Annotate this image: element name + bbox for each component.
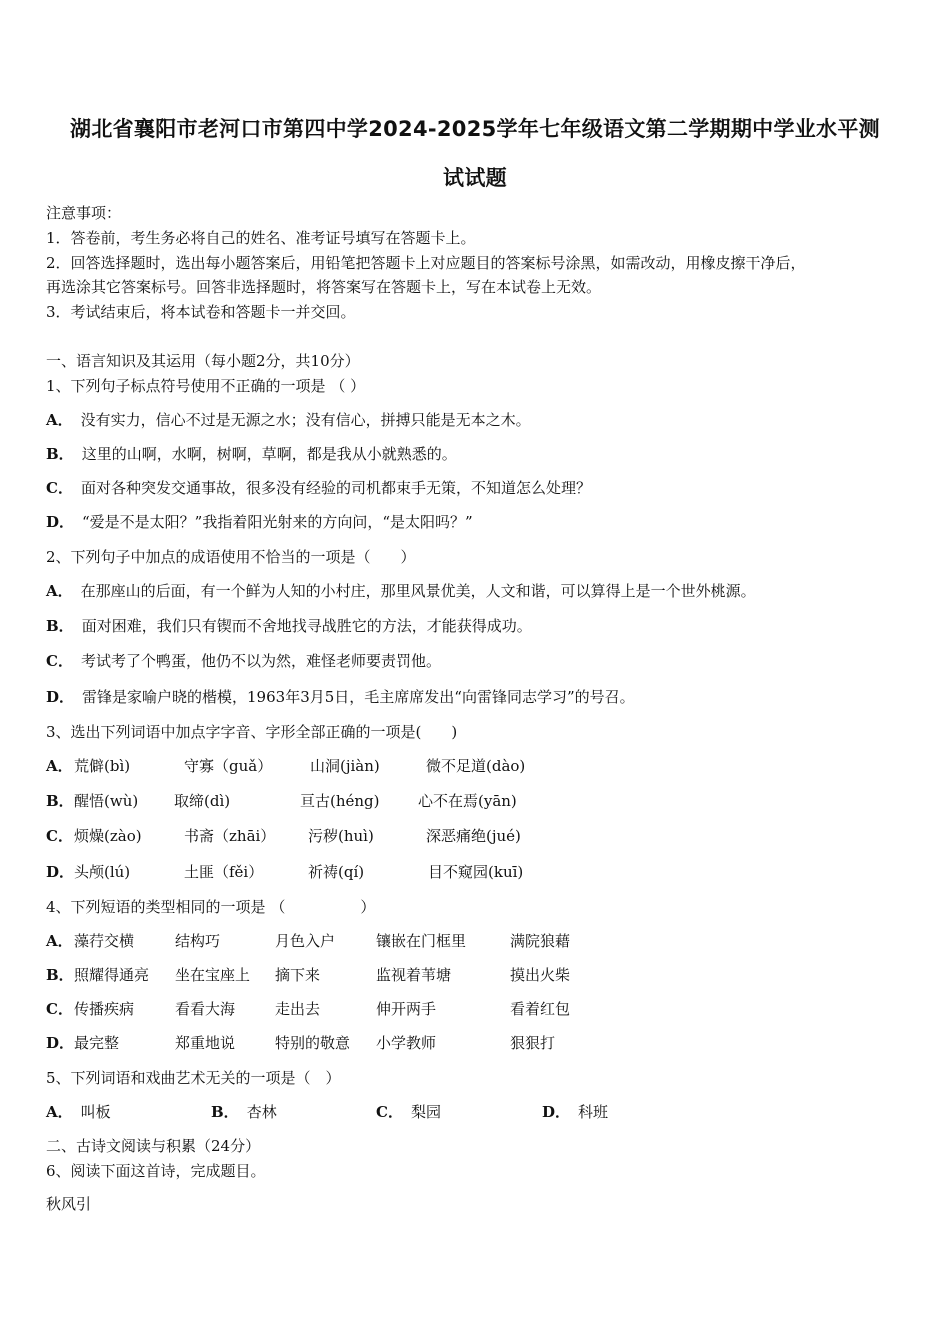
phrase: 狠狠打	[510, 1034, 556, 1052]
option-label: C．	[46, 652, 73, 670]
q2-stem: 2、下列句子中加点的成语使用不恰当的一项是（ ）	[46, 548, 416, 566]
option-label: C．	[376, 1103, 403, 1121]
q1-option-b	[46, 444, 457, 464]
option-text: 面对困难，我们只有锲而不舍地找寻战胜它的方法，才能获得成功。	[81, 617, 532, 635]
section-2-heading: 二、古诗文阅读与积累（24分）	[46, 1137, 261, 1155]
option-text: 叫板	[80, 1103, 111, 1121]
word: 荒僻(bì)	[74, 757, 131, 775]
option-label: A．	[46, 411, 73, 429]
option-label: A．	[46, 757, 73, 775]
q2-option-c	[46, 651, 441, 671]
word: 头颅(lú)	[74, 863, 131, 881]
word: 山洞(jiàn)	[310, 757, 380, 775]
option-text: 杏林	[246, 1103, 277, 1121]
option-label: C．	[46, 1000, 73, 1018]
phrase: 走出去	[275, 1000, 321, 1018]
phrase: 特别的敬意	[275, 1034, 351, 1052]
phrase: 藻荇交横	[74, 932, 135, 950]
q3-row-c	[46, 826, 926, 846]
phrase: 最完整	[74, 1034, 120, 1052]
q5-stem: 5、下列词语和戏曲艺术无关的一项是（ ）	[46, 1069, 341, 1087]
option-text: 科班	[578, 1103, 609, 1121]
phrase: 结构巧	[175, 932, 221, 950]
phrase: 镶嵌在门框里	[376, 932, 467, 950]
q3-row-d	[46, 862, 926, 882]
q5-option-c	[376, 1102, 441, 1122]
phrase: 小学教师	[376, 1034, 437, 1052]
word: 书斋（zhāi）	[184, 827, 276, 845]
word: 目不窥园(kuī)	[428, 863, 524, 881]
option-label: A．	[46, 932, 73, 950]
option-label: B．	[46, 792, 74, 810]
option-label: B．	[46, 445, 74, 463]
phrase: 摸出火柴	[510, 966, 571, 984]
option-text: “爱是不是太阳？”我指着阳光射来的方向问，“是太阳吗？”	[82, 513, 473, 531]
q4-row-c	[46, 999, 926, 1019]
option-label: A．	[46, 582, 73, 600]
option-label: C．	[46, 827, 73, 845]
option-text: 面对各种突发交通事故，很多没有经验的司机都束手无策，不知道怎么处理？	[80, 479, 591, 497]
option-label: D．	[46, 863, 75, 881]
phrase: 传播疾病	[74, 1000, 135, 1018]
word: 微不足道(dào)	[426, 757, 526, 775]
q6-stem: 6、阅读下面这首诗，完成题目。	[46, 1162, 266, 1180]
phrase: 照耀得通亮	[74, 966, 150, 984]
word: 土匪（fěi）	[184, 863, 264, 881]
notice-item-3: 3．考试结束后，将本试卷和答题卡一并交回。	[46, 303, 356, 321]
q4-stem: 4、下列短语的类型相同的一项是 （ ）	[46, 898, 376, 916]
q5-option-b	[211, 1102, 277, 1122]
option-label: D．	[542, 1103, 571, 1121]
word: 心不在焉(yān)	[418, 792, 517, 810]
phrase: 满院狼藉	[510, 932, 571, 950]
option-text: 在那座山的后面，有一个鲜为人知的小村庄，那里风景优美，人文和谐，可以算得上是一个世外桃源。	[80, 582, 756, 600]
page-title-line-2: 试试题	[443, 166, 507, 190]
word: 污秽(huì)	[308, 827, 374, 845]
option-text: 这里的山啊，水啊，树啊，草啊，都是我从小就熟悉的。	[81, 445, 457, 463]
q5-option-a	[46, 1102, 111, 1122]
poem-title: 秋风引	[46, 1195, 92, 1213]
q5-options	[46, 1102, 926, 1122]
notice-item-1: 1．答卷前，考生务必将自己的姓名、准考证号填写在答题卡上。	[46, 229, 476, 247]
option-label: B．	[46, 966, 74, 984]
phrase: 坐在宝座上	[175, 966, 251, 984]
word: 亘古(héng)	[300, 792, 380, 810]
q1-stem: 1、下列句子标点符号使用不正确的一项是 （ ）	[46, 377, 366, 395]
phrase: 伸开两手	[376, 1000, 437, 1018]
q4-row-b	[46, 965, 926, 985]
option-label: B．	[211, 1103, 239, 1121]
q5-option-d	[542, 1102, 608, 1122]
q3-row-a	[46, 756, 926, 776]
phrase: 看看大海	[175, 1000, 236, 1018]
q2-option-d	[46, 687, 635, 707]
phrase: 月色入户	[275, 932, 336, 950]
notice-heading: 注意事项：	[46, 204, 122, 222]
q1-option-c	[46, 478, 591, 498]
word: 取缔(dì)	[174, 792, 231, 810]
option-label: D．	[46, 1034, 75, 1052]
option-label: A．	[46, 1103, 73, 1121]
q2-option-b	[46, 616, 532, 636]
word: 烦燥(zào)	[74, 827, 142, 845]
q4-row-d	[46, 1033, 926, 1053]
option-text: 梨园	[410, 1103, 441, 1121]
option-text: 考试考了个鸭蛋，他仍不以为然，难怪老师要责罚他。	[80, 652, 441, 670]
phrase: 摘下来	[275, 966, 321, 984]
notice-item-2-cont: 再选涂其它答案标号。回答非选择题时，将答案写在答题卡上，写在本试卷上无效。	[46, 278, 602, 296]
option-label: C．	[46, 479, 73, 497]
phrase: 郑重地说	[175, 1034, 236, 1052]
q1-option-a	[46, 410, 531, 430]
q3-stem: 3、选出下列词语中加点字字音、字形全部正确的一项是( )	[46, 723, 458, 741]
word: 醒悟(wù)	[74, 792, 139, 810]
notice-item-2: 2．回答选择题时，选出每小题答案后，用铅笔把答题卡上对应题目的答案标号涂黑，如需改动，用橡皮擦干净后，	[46, 254, 806, 272]
section-1-heading: 一、语言知识及其运用（每小题2分，共10分）	[46, 352, 360, 370]
q2-option-a	[46, 581, 756, 601]
option-label: D．	[46, 513, 75, 531]
option-label: B．	[46, 617, 74, 635]
q1-option-d	[46, 512, 473, 532]
option-label: D．	[46, 688, 75, 706]
page-title-line-1: 湖北省襄阳市老河口市第四中学2024-2025学年七年级语文第二学期期中学业水平测	[70, 117, 880, 141]
option-text: 雷锋是家喻户晓的楷模，1963年3月5日，毛主席席发出“向雷锋同志学习”的号召。	[82, 688, 635, 706]
phrase: 看着红包	[510, 1000, 571, 1018]
q4-row-a	[46, 931, 926, 951]
word: 深恶痛绝(jué)	[426, 827, 521, 845]
q3-row-b	[46, 791, 926, 811]
option-text: 没有实力，信心不过是无源之水；没有信心，拼搏只能是无本之木。	[80, 411, 531, 429]
word: 祈祷(qí)	[308, 863, 365, 881]
word: 守寡（guǎ）	[184, 757, 273, 775]
phrase: 监视着苇塘	[376, 966, 452, 984]
